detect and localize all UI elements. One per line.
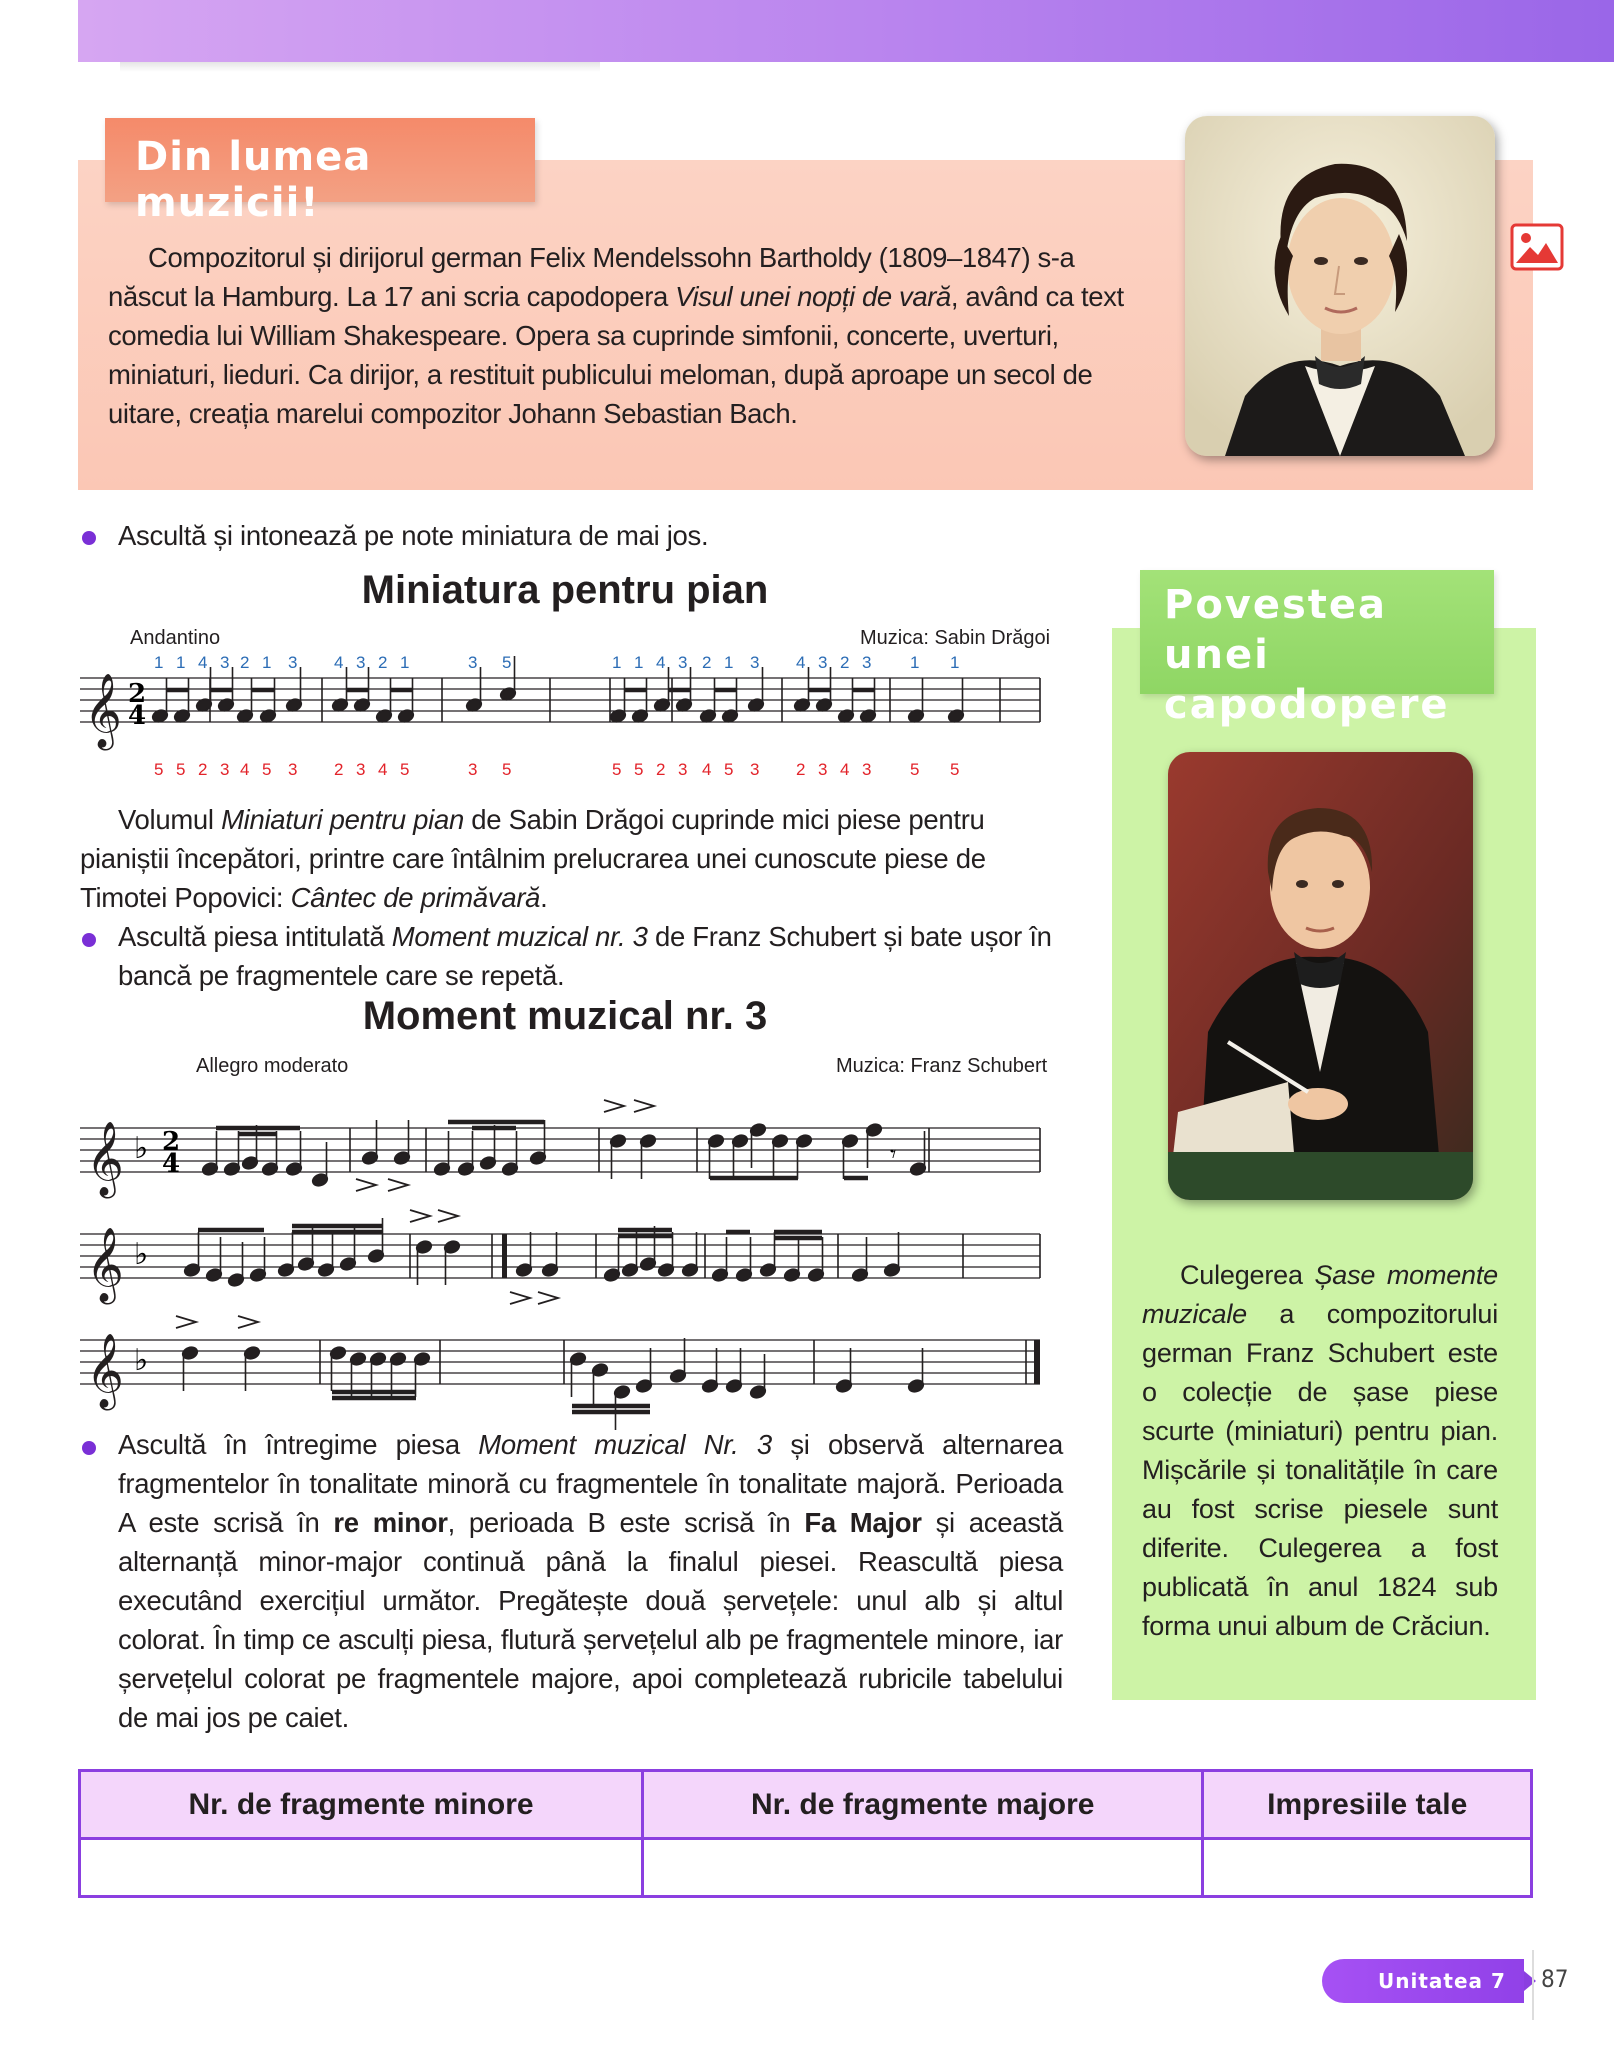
fingering-bottom: 4 xyxy=(240,760,250,779)
fingering-bottom: 4 xyxy=(840,760,850,779)
bullet-point xyxy=(82,1441,96,1455)
fingering-top: 3 xyxy=(468,653,478,672)
miniatura-composer: Muzica: Sabin Drăgoi xyxy=(860,627,1051,649)
fingering-top: 1 xyxy=(176,653,186,672)
accent-mark xyxy=(538,1292,558,1304)
fingering-top: 4 xyxy=(796,653,806,672)
table-header-major: Nr. de fragmente majore xyxy=(643,1771,1203,1839)
fingering-top: 2 xyxy=(702,653,712,672)
page-number: 87 xyxy=(1541,1965,1569,1993)
fingering-top: 1 xyxy=(400,653,410,672)
fingering-bottom: 5 xyxy=(910,760,920,779)
fingering-bottom: 3 xyxy=(220,760,230,779)
time-signature-bottom: 4 xyxy=(162,1149,181,1179)
fingering-top: 3 xyxy=(818,653,828,672)
fingering-bottom: 3 xyxy=(356,760,366,779)
fingering-top: 1 xyxy=(910,653,920,672)
image-gallery-icon[interactable] xyxy=(1510,223,1564,271)
accent-mark xyxy=(356,1179,376,1191)
info-box-text: Compozitorul și dirijorul german Felix Mendelssohn Bartholdy (1809–1847) s-a născut la Hamburg. La 17 ani scria capodopera Visul unei nopți de vară, având ca text comedia lui William Shakespeare. Opera sa cuprinde simfonii, concerte, uverturi, miniaturi, lieduri. Ca dirijor, a restituit publicului meloman, după aproape un secol de uitare, creația marelui compozitor Johann Sebastian Bach. xyxy=(108,242,1124,429)
fingering-top: 4 xyxy=(198,653,208,672)
treble-clef: 𝄞 xyxy=(86,1122,124,1196)
fingering-top: 3 xyxy=(220,653,230,672)
fingering-bottom: 5 xyxy=(724,760,734,779)
treble-clef: 𝄞 xyxy=(86,1228,124,1302)
fingering-bottom: 5 xyxy=(262,760,272,779)
moment-composer: Muzica: Franz Schubert xyxy=(836,1055,1048,1077)
listen-instruction-3: Ascultă în întregime piesa Moment muzical Nr. 3 și observă alternarea fragmentelor în tonalitate minoră cu fragmentele în tonalitate majoră. Perioada A este scrisă în re minor, perioada B este scrisă în Fa Major și această alternanță minor-major continuă până la finalul piesei. Reascultă piesa executând exercițiul următor. Pregătește două șervețele: unul alb și altul colorat. În timp ce asculți piesa, flutură șervețelul alb pe fragmentele minore, iar șervețelul colorat pe fragmentele majore, apoi completează rubricile tabelului de mai jos pe caiet. xyxy=(118,1429,1063,1733)
fingering-bottom: 5 xyxy=(634,760,644,779)
bullet-point xyxy=(82,531,96,545)
fingering-top: 3 xyxy=(356,653,366,672)
fingering-bottom: 3 xyxy=(750,760,760,779)
fingering-top: 1 xyxy=(154,653,164,672)
accent-mark xyxy=(388,1179,408,1191)
flat-key-signature: ♭ xyxy=(134,1343,149,1378)
top-banner-shadow xyxy=(120,62,600,72)
fingering-top: 4 xyxy=(334,653,344,672)
fingering-top: 4 xyxy=(656,653,666,672)
volume-paragraph: Volumul Miniaturi pentru pian de Sabin Drăgoi cuprinde mici piese pentru pianiștii începători, printre care întâlnim prelucrarea unei cunoscute piese de Timotei Popovici: Cântec de primăvară. xyxy=(80,804,986,913)
fingering-bottom: 4 xyxy=(702,760,712,779)
accent-mark xyxy=(176,1316,196,1328)
fingering-bottom: 3 xyxy=(862,760,872,779)
accent-mark xyxy=(438,1210,458,1222)
accent-mark xyxy=(634,1100,654,1112)
fingering-bottom: 5 xyxy=(502,760,512,779)
accent-mark xyxy=(604,1100,624,1112)
fragments-table xyxy=(78,1769,1533,1898)
flat-key-signature: ♭ xyxy=(134,1131,149,1166)
fingering-top: 2 xyxy=(240,653,250,672)
unit-tab: Unitatea 7 xyxy=(1322,1959,1524,2003)
mendelssohn-portrait xyxy=(1185,116,1495,456)
info-box-title: Din lumea muzicii! xyxy=(105,118,535,202)
repeat-bar xyxy=(502,1234,507,1278)
listen-instruction-1: Ascultă și intonează pe note miniatura de mai jos. xyxy=(118,520,709,551)
moment-tempo: Allegro moderato xyxy=(196,1055,349,1077)
fingering-bottom: 3 xyxy=(678,760,688,779)
fingering-bottom: 2 xyxy=(796,760,806,779)
fingering-top: 3 xyxy=(862,653,872,672)
page-divider xyxy=(1532,1950,1534,2020)
fingering-top: 2 xyxy=(840,653,850,672)
accent-mark xyxy=(238,1316,258,1328)
accent-mark xyxy=(410,1210,430,1222)
time-signature-top: 2 xyxy=(128,679,147,709)
treble-clef: 𝄞 xyxy=(84,674,122,748)
fingering-top: 1 xyxy=(950,653,960,672)
fingering-bottom: 3 xyxy=(818,760,828,779)
fingering-bottom: 2 xyxy=(334,760,344,779)
fingering-bottom: 5 xyxy=(950,760,960,779)
fingering-bottom: 5 xyxy=(400,760,410,779)
miniatura-score xyxy=(80,650,1060,780)
fingering-bottom: 5 xyxy=(612,760,622,779)
table-cell-impressions[interactable] xyxy=(1203,1839,1532,1897)
moment-title: Moment muzical nr. 3 xyxy=(362,994,768,1038)
table-header-minor: Nr. de fragmente minore xyxy=(80,1771,643,1839)
miniatura-tempo: Andantino xyxy=(130,627,221,649)
rest-symbol: 𝄾 xyxy=(890,1140,897,1168)
fingering-bottom: 5 xyxy=(176,760,186,779)
final-repeat-bar xyxy=(1034,1340,1040,1384)
fingering-top: 1 xyxy=(612,653,622,672)
fingering-top: 1 xyxy=(724,653,734,672)
time-signature-bottom: 4 xyxy=(128,701,147,731)
fingering-top: 2 xyxy=(378,653,388,672)
time-signature-top: 2 xyxy=(162,1127,181,1157)
fingering-top: 3 xyxy=(288,653,298,672)
listen-instruction-2: Ascultă piesa intitulată Moment muzical nr. 3 de Franz Schubert și bate ușor în bancă pe fragmentele care se repetă. xyxy=(118,921,1052,991)
fingering-bottom: 5 xyxy=(154,760,164,779)
treble-clef: 𝄞 xyxy=(86,1334,124,1408)
table-cell-minor[interactable] xyxy=(80,1839,643,1897)
fingering-top: 1 xyxy=(262,653,272,672)
fingering-bottom: 2 xyxy=(198,760,208,779)
unit-arrow-icon xyxy=(1524,1971,1536,1991)
fingering-top: 1 xyxy=(634,653,644,672)
fingering-bottom: 3 xyxy=(468,760,478,779)
fingering-top: 3 xyxy=(678,653,688,672)
table-cell-major[interactable] xyxy=(643,1839,1203,1897)
moment-score xyxy=(80,1070,1060,1470)
table-header-impressions: Impresiile tale xyxy=(1203,1771,1532,1839)
fingering-bottom: 4 xyxy=(378,760,388,779)
fingering-bottom: 2 xyxy=(656,760,666,779)
top-banner xyxy=(78,0,1614,62)
fingering-top: 5 xyxy=(502,653,512,672)
accent-mark xyxy=(510,1292,530,1304)
miniatura-title: Miniatura pentru pian xyxy=(361,568,769,612)
story-title: Povestea unei capodopere xyxy=(1140,570,1494,694)
fingering-bottom: 3 xyxy=(288,760,298,779)
story-text: Culegerea Șase momente muzicale a compozitorului german Franz Schubert este o colecție de șase piese scurte (miniaturi) pentru pian. Mișcările și tonalitățile în care au fost scrise piesele sunt diferite. Culegerea a fost publicată în anul 1824 sub forma unui album de Crăciun. xyxy=(1142,1260,1498,1641)
flat-key-signature: ♭ xyxy=(134,1237,149,1272)
fingering-top: 3 xyxy=(750,653,760,672)
schubert-portrait xyxy=(1168,752,1473,1200)
bullet-point xyxy=(82,933,96,947)
